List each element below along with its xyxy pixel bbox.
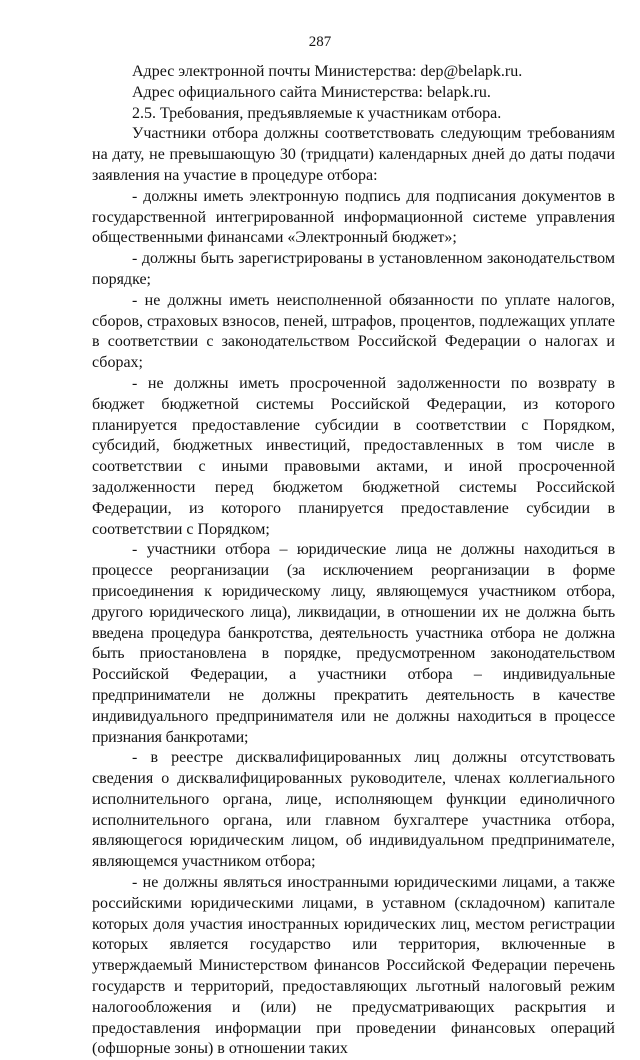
page-number: 287 xyxy=(308,34,332,50)
document-body xyxy=(92,62,615,1060)
paragraph-requirements-intro: Участники отбора должны соответствовать следующим требованиям на дату, не превышающую 30 (тридцати) календарных дней до даты подачи заявления на участие в процедуре отбора: xyxy=(92,125,615,184)
list-item-reorganization: - участники отбора – юридические лица не должны находиться в процессе реорганизации (за исключением реорганизации в форме присоединения к юридическому лицу, являющемуся участником отбора, другого юридического лица), ликвидации, в отношении их не должна быть введена процедура банкротства, деятельность участника отбора не должна быть приостановлена в порядке, предусмотренном законодательством Российской Федерации, а участники отбора – индивидуальные предприниматели не должны прекратить деятельность в качестве индивидуального предпринимателя или не должны находиться в процессе признания банкротами; xyxy=(92,541,615,746)
section-heading-2-5: 2.5. Требования, предъявляемые к участникам отбора. xyxy=(132,104,502,122)
list-item-disqualified-persons: - в реестре дисквалифицированных лиц должны отсутствовать сведения о дисквалифицированных руководителе, членах коллегиального исполнительного органа, лице, исполняющем функции единоличного исполнительного органа, или главном бухгалтере участника отбора, являющегося юридическим лицом, об индивидуальном предпринимателе, являющемся участником отбора; xyxy=(92,749,615,871)
list-item-registration: - должны быть зарегистрированы в установленном законодательством порядке; xyxy=(92,250,615,288)
paragraph-ministry-email: Адрес электронной почты Министерства: dep@belapk.ru. xyxy=(132,63,523,80)
paragraph-ministry-site: Адрес официального сайта Министерства: belapk.ru. xyxy=(132,83,491,101)
list-item-overdue-debt: - не должны иметь просроченной задолженности по возврату в бюджет бюджетной системы Российской Федерации, из которого планируется предоставление субсидии в соответствии с Порядком, субсидий, бюджетных инвестиций, предоставленных в том числе в соответствии с иными правовыми актами, и иной просроченной задолженности перед бюджетом бюджетной системы Российской Федерации, из которого планируется предоставление субсидии в соответствии с Порядком; xyxy=(92,374,615,538)
list-item-tax-obligations: - не должны иметь неисполненной обязанности по уплате налогов, сборов, страховых взносов, пеней, штрафов, процентов, подлежащих уплате в соответствии с законодательством Российской Федерации о налогах и сборах; xyxy=(92,291,615,372)
list-item-foreign-entities: - не должны являться иностранными юридическими лицами, а также российскими юридическими лицами, в уставном (складочном) капитале которых доля участия иностранных юридических лиц, местом регистрации которых является государство или территория, включенные в утверждаемый Министерством финансов Российской Федерации перечень государств и территорий, предоставляющих льготный налоговый режим налогообложения и (или) не предусматривающих раскрытия и предоставления информации при проведении финансовых операций (офшорные зоны) в отношении таких xyxy=(92,874,615,1058)
list-item-electronic-signature: - должны иметь электронную подпись для подписания документов в государственной интегрированной информационной системе управления общественными финансами «Электронный бюджет»; xyxy=(92,187,615,247)
